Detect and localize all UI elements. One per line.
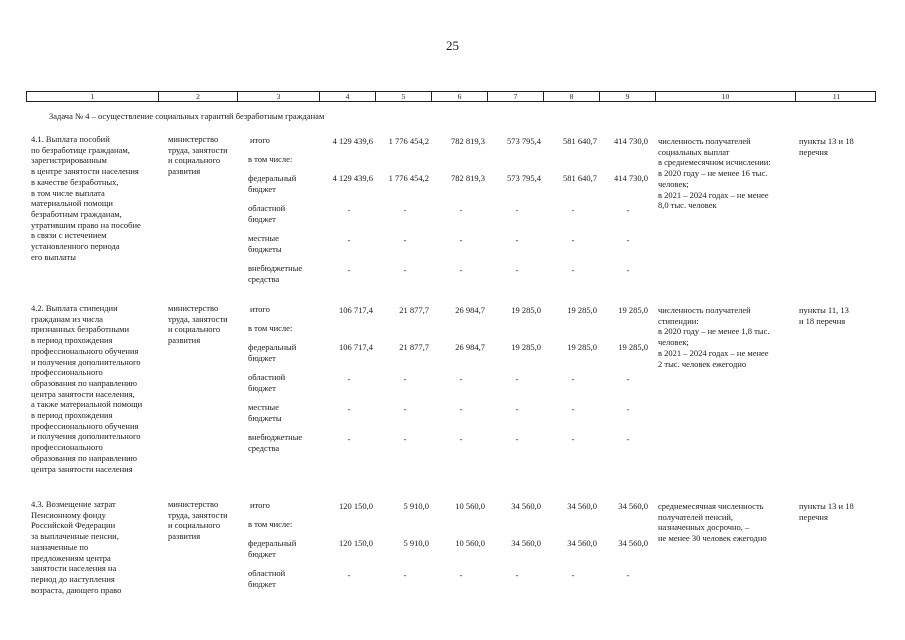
- federal-value: 34 560,0: [618, 538, 648, 548]
- empty-value-dash: -: [515, 265, 519, 275]
- column-header: 10: [655, 92, 795, 101]
- reference-line: пункты 13 и 18: [799, 501, 854, 511]
- column-header: 9: [599, 92, 655, 101]
- indicator-line: в среднемесячном исчислении:: [658, 157, 771, 168]
- empty-value-dash: -: [626, 434, 630, 444]
- measure-name-line: в центре занятости населения: [31, 166, 139, 177]
- measure-name-line: по безработице гражданам,: [31, 144, 130, 155]
- empty-value-dash: -: [459, 265, 463, 275]
- source-extra-label: внебюджетные: [248, 263, 303, 273]
- column-header: 4: [319, 92, 375, 101]
- empty-value-dash: -: [459, 205, 463, 215]
- source-total-label: итого: [250, 304, 270, 314]
- source-extra-label: средства: [248, 273, 280, 284]
- empty-value-dash: -: [571, 235, 575, 245]
- measure-name-line: профессионального: [31, 367, 103, 378]
- indicator-line: среднемесячная численность: [658, 501, 764, 511]
- empty-value-dash: -: [571, 570, 575, 580]
- indicator-line: получателей пенсий,: [658, 511, 734, 522]
- measure-name-line: предложениям центра: [31, 552, 111, 563]
- source-local-label: бюджеты: [248, 243, 282, 254]
- executor-line: труда, занятости: [168, 144, 228, 155]
- empty-value-dash: -: [347, 205, 351, 215]
- federal-value: 414 730,0: [614, 173, 648, 183]
- indicator-line: человек;: [658, 178, 689, 189]
- source-regional-label: областной: [248, 203, 286, 213]
- page-number: 25: [446, 38, 459, 53]
- executor-line: министерство: [168, 303, 219, 313]
- empty-value-dash: -: [403, 434, 407, 444]
- executor-line: и социального: [168, 520, 221, 531]
- indicator-line: стипендии:: [658, 315, 699, 326]
- measure-name-line: профессионального обучения: [31, 420, 139, 431]
- empty-value-dash: -: [515, 374, 519, 384]
- total-value: 120 150,0: [339, 501, 373, 511]
- indicator-line: 2 тыс. человек ежегодно: [658, 358, 747, 369]
- measure-name-line: центра занятости населения: [31, 463, 133, 474]
- source-including-label: в том числе:: [248, 519, 293, 529]
- empty-value-dash: -: [403, 205, 407, 215]
- source-regional-label: областной: [248, 568, 286, 578]
- empty-value-dash: -: [347, 265, 351, 275]
- federal-value: 106 717,4: [339, 342, 373, 352]
- total-value: 21 877,7: [399, 305, 429, 315]
- total-value: 1 776 454,2: [388, 136, 429, 146]
- source-regional-label: бюджет: [248, 382, 276, 393]
- measure-name-line: за выплаченные пенсии,: [31, 531, 119, 542]
- empty-value-dash: -: [571, 265, 575, 275]
- indicator-line: человек;: [658, 337, 689, 348]
- source-local-label: местные: [248, 402, 279, 412]
- total-value: 19 285,0: [567, 305, 597, 315]
- federal-value: 34 560,0: [511, 538, 541, 548]
- empty-value-dash: -: [515, 570, 519, 580]
- empty-value-dash: -: [626, 374, 630, 384]
- executor-line: развития: [168, 166, 201, 177]
- federal-value: 5 910,0: [403, 538, 429, 548]
- federal-value: 581 640,7: [563, 173, 597, 183]
- measure-name-line: период до наступления: [31, 573, 115, 584]
- measure-name-line: признанных безработными: [31, 324, 130, 335]
- federal-value: 573 795,4: [507, 173, 541, 183]
- total-value: 34 560,0: [618, 501, 648, 511]
- executor-line: и социального: [168, 324, 221, 335]
- federal-value: 21 877,7: [399, 342, 429, 352]
- source-extra-label: внебюджетные: [248, 432, 303, 442]
- indicator-line: назначенных досрочно, –: [658, 522, 750, 533]
- measure-name-line: безработным гражданам,: [31, 208, 122, 219]
- executor-line: министерство: [168, 134, 219, 144]
- column-header: 3: [237, 92, 319, 101]
- source-federal-label: федеральный: [248, 173, 297, 183]
- source-including-label: в том числе:: [248, 154, 293, 164]
- empty-value-dash: -: [403, 570, 407, 580]
- total-value: 5 910,0: [403, 501, 429, 511]
- executor-line: развития: [168, 531, 201, 542]
- executor-line: министерство: [168, 499, 219, 509]
- indicator-line: социальных выплат: [658, 146, 730, 157]
- empty-value-dash: -: [347, 374, 351, 384]
- measure-name-line: в связи с истечением: [31, 230, 107, 241]
- empty-value-dash: -: [626, 235, 630, 245]
- empty-value-dash: -: [515, 404, 519, 414]
- empty-value-dash: -: [459, 235, 463, 245]
- empty-value-dash: -: [403, 265, 407, 275]
- source-total-label: итого: [250, 500, 270, 510]
- source-local-label: местные: [248, 233, 279, 243]
- empty-value-dash: -: [403, 235, 407, 245]
- reference-line: пункты 11, 13: [799, 305, 849, 315]
- total-value: 106 717,4: [339, 305, 373, 315]
- measure-name-line: зарегистрированным: [31, 155, 107, 166]
- source-local-label: бюджеты: [248, 412, 282, 423]
- source-federal-label: бюджет: [248, 548, 276, 559]
- total-value: 34 560,0: [567, 501, 597, 511]
- source-including-label: в том числе:: [248, 323, 293, 333]
- empty-value-dash: -: [459, 374, 463, 384]
- measure-name-line: образования по направлению: [31, 452, 138, 463]
- total-value: 10 560,0: [455, 501, 485, 511]
- empty-value-dash: -: [403, 374, 407, 384]
- total-value: 573 795,4: [507, 136, 541, 146]
- empty-value-dash: -: [626, 404, 630, 414]
- federal-value: 26 984,7: [455, 342, 485, 352]
- measure-name-line: профессионального обучения: [31, 345, 139, 356]
- federal-value: 782 819,3: [451, 173, 485, 183]
- measure-name-line: в период прохождения: [31, 410, 113, 420]
- executor-line: развития: [168, 335, 201, 346]
- measure-name-line: материальной помощи: [31, 198, 113, 209]
- measure-name-line: центра занятости населения,: [31, 388, 135, 399]
- total-value: 414 730,0: [614, 136, 648, 146]
- measure-name-line: Пенсионному фонду: [31, 509, 106, 520]
- measure-name-line: образования по направлению: [31, 377, 138, 388]
- federal-value: 19 285,0: [567, 342, 597, 352]
- empty-value-dash: -: [626, 205, 630, 215]
- indicator-line: в 2020 году – не менее 1,8 тыс.: [658, 326, 770, 337]
- column-header-row: [26, 91, 876, 102]
- measure-name-line: в качестве безработных,: [31, 176, 119, 187]
- executor-line: и социального: [168, 155, 221, 166]
- measure-name-line: и получения дополнительного: [31, 431, 141, 442]
- reference-line: перечня: [799, 511, 828, 522]
- empty-value-dash: -: [626, 570, 630, 580]
- reference-line: перечня: [799, 146, 828, 157]
- measure-name-line: Российской Федерации: [31, 520, 116, 531]
- column-header: 6: [431, 92, 487, 101]
- measure-name-line: в том числе выплата: [31, 187, 105, 198]
- empty-value-dash: -: [459, 570, 463, 580]
- measure-name-line: его выплаты: [31, 251, 76, 262]
- empty-value-dash: -: [626, 265, 630, 275]
- indicator-line: 8,0 тыс. человек: [658, 200, 717, 211]
- source-federal-label: федеральный: [248, 538, 297, 548]
- column-header: 11: [795, 92, 877, 101]
- federal-value: 10 560,0: [455, 538, 485, 548]
- measure-name-line: а также материальной помощи: [31, 399, 143, 410]
- indicator-line: не менее 30 человек ежегодно: [658, 533, 767, 544]
- source-regional-label: областной: [248, 372, 286, 382]
- empty-value-dash: -: [403, 404, 407, 414]
- total-value: 34 560,0: [511, 501, 541, 511]
- measure-name-line: гражданам из числа: [31, 313, 103, 324]
- source-regional-label: бюджет: [248, 213, 276, 224]
- indicator-line: в 2021 – 2024 годах – не менее: [658, 189, 769, 200]
- executor-line: труда, занятости: [168, 313, 228, 324]
- reference-line: пункты 13 и 18: [799, 136, 854, 146]
- measure-name-line: и получения дополнительного: [31, 356, 141, 367]
- measure-name-line: возраста, дающего право: [31, 584, 122, 595]
- indicator-line: в 2021 – 2024 годах – не менее: [658, 347, 769, 358]
- federal-value: 19 285,0: [511, 342, 541, 352]
- empty-value-dash: -: [459, 404, 463, 414]
- source-regional-label: бюджет: [248, 578, 276, 589]
- column-header: 2: [158, 92, 237, 101]
- indicator-line: численность получателей: [658, 136, 751, 146]
- measure-name-line: 4.2. Выплата стипендии: [31, 303, 118, 313]
- indicator-line: численность получателей: [658, 305, 751, 315]
- column-header: 8: [543, 92, 599, 101]
- empty-value-dash: -: [347, 434, 351, 444]
- total-value: 4 129 439,6: [332, 136, 373, 146]
- column-header: 1: [90, 92, 95, 101]
- measure-name-line: профессионального: [31, 442, 103, 453]
- total-value: 19 285,0: [511, 305, 541, 315]
- federal-value: 4 129 439,6: [332, 173, 373, 183]
- source-extra-label: средства: [248, 442, 280, 453]
- measure-name-line: в период прохождения: [31, 335, 113, 346]
- federal-value: 19 285,0: [618, 342, 648, 352]
- executor-line: труда, занятости: [168, 509, 228, 520]
- total-value: 19 285,0: [618, 305, 648, 315]
- column-header: 7: [487, 92, 543, 101]
- task-title: Задача № 4 – осуществление социальных гарантий безработным гражданам: [49, 111, 325, 121]
- indicator-line: в 2020 году – не менее 16 тыс.: [658, 168, 768, 179]
- total-value: 26 984,7: [455, 305, 485, 315]
- empty-value-dash: -: [571, 205, 575, 215]
- empty-value-dash: -: [571, 404, 575, 414]
- empty-value-dash: -: [571, 434, 575, 444]
- empty-value-dash: -: [459, 434, 463, 444]
- measure-name-line: 4.1. Выплата пособий: [31, 134, 110, 144]
- federal-value: 120 150,0: [339, 538, 373, 548]
- column-header: 5: [375, 92, 431, 101]
- measure-name-line: 4.3. Возмещение затрат: [31, 499, 116, 509]
- reference-line: и 18 перечня: [799, 315, 846, 326]
- source-federal-label: бюджет: [248, 183, 276, 194]
- source-total-label: итого: [250, 135, 270, 145]
- source-federal-label: бюджет: [248, 352, 276, 363]
- federal-value: 1 776 454,2: [388, 173, 429, 183]
- empty-value-dash: -: [347, 235, 351, 245]
- federal-value: 34 560,0: [567, 538, 597, 548]
- measure-name-line: занятости населения на: [31, 563, 117, 574]
- source-federal-label: федеральный: [248, 342, 297, 352]
- empty-value-dash: -: [571, 374, 575, 384]
- measure-name-line: установленного периода: [31, 241, 120, 251]
- empty-value-dash: -: [515, 434, 519, 444]
- empty-value-dash: -: [515, 235, 519, 245]
- empty-value-dash: -: [347, 404, 351, 414]
- measure-name-line: утратившим право на пособие: [31, 219, 141, 230]
- measure-name-line: назначенные по: [31, 541, 89, 552]
- total-value: 782 819,3: [451, 136, 485, 146]
- total-value: 581 640,7: [563, 136, 597, 146]
- empty-value-dash: -: [515, 205, 519, 215]
- empty-value-dash: -: [347, 570, 351, 580]
